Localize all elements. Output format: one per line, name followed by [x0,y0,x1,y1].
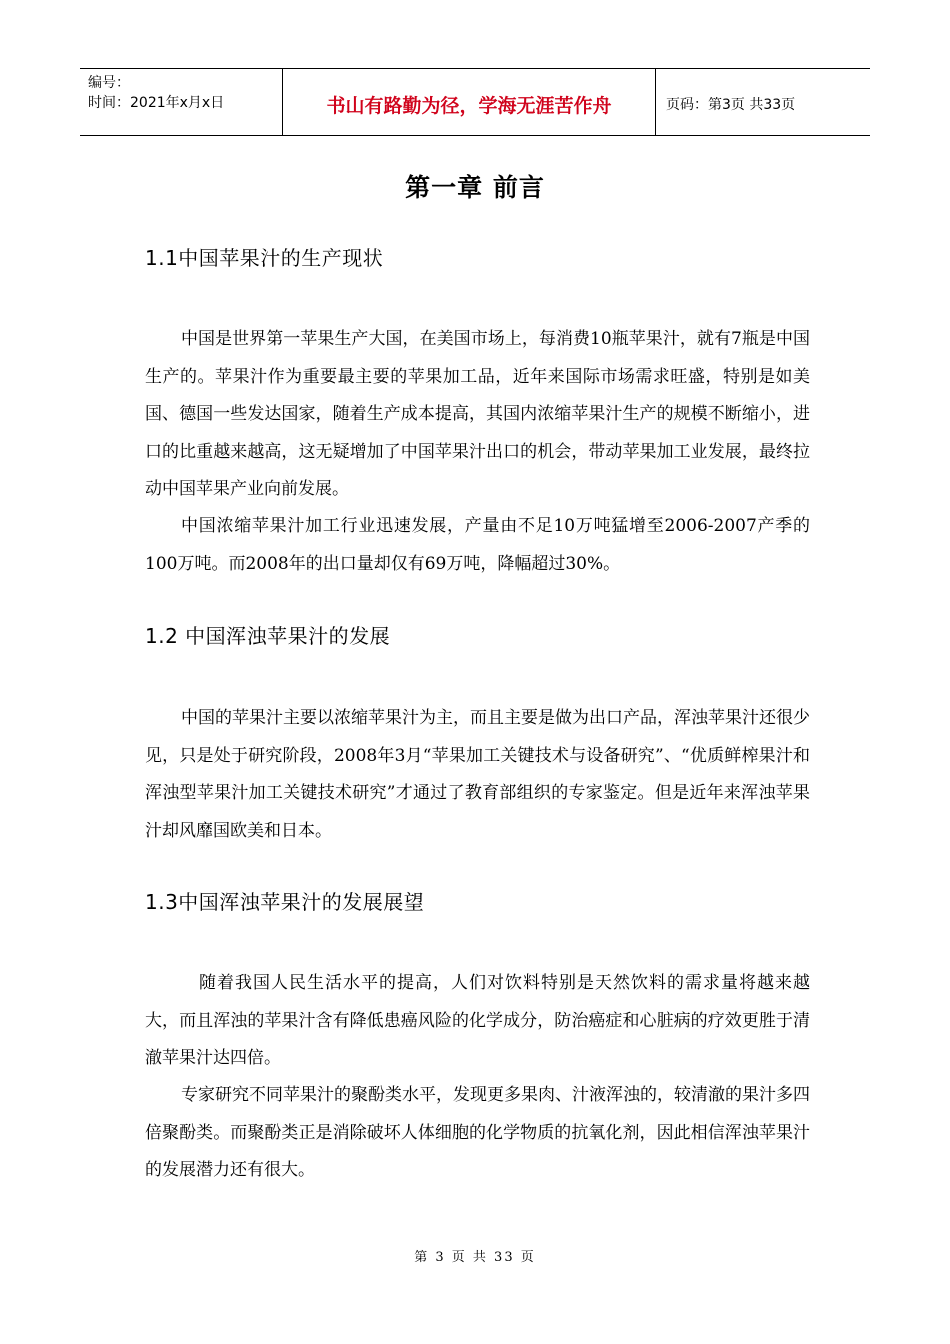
section-heading-1-2: 1.2 中国浑浊苹果汁的发展 [145,624,391,648]
paragraph: 中国是世界第一苹果生产大国，在美国市场上，每消费10瓶苹果汁，就有7瓶是中国生产的。苹果汁作为重要最主要的苹果加工品，近年来国际市场需求旺盛，特别是如美国、德国一些发达国家，随着生产成本提高，其国内浓缩苹果汁生产的规模不断缩小，进口的比重越来越高，这无疑增加了中国苹果汁出口的机会，带动苹果加工业发展，最终拉动中国苹果产业向前发展。 [145,329,810,499]
paragraph: 随着我国人民生活水平的提高，人们对饮料特别是天然饮料的需求量将越来越大，而且浑浊的苹果汁含有降低患癌风险的化学成分，防治癌症和心脏病的疗效更胜于清澈苹果汁达四倍。 [145,973,810,1068]
header-left-cell [80,69,282,135]
document-header [80,68,870,136]
section-heading-1-1: 1.1中国苹果汁的生产现状 [145,246,384,270]
section-heading-1-3: 1.3中国浑浊苹果汁的发展展望 [145,890,425,914]
paragraph: 中国浓缩苹果汁加工行业迅速发展，产量由不足10万吨猛增至2006-2007产季的100万吨。而2008年的出口量却仅有69万吨，降幅超过30%。 [145,516,810,574]
serial-number-label: 编号： [88,75,130,91]
chapter-title: 第一章 前言 [405,173,545,202]
page-footer: 第 3 页 共 33 页 [414,1250,536,1265]
paragraph: 中国的苹果汁主要以浓缩苹果汁为主，而且主要是做为出口产品，浑浊苹果汁还很少见，只是处于研究阶段，2008年3月“苹果加工关键技术与设备研究”、“优质鲜榨果汁和浑浊型苹果汁加工关键技术研究”才通过了教育部组织的专家鉴定。但是近年来浑浊苹果汁却风靡国欧美和日本。 [145,708,810,841]
header-page-info: 页码：第3页 共33页 [666,97,796,113]
date-label: 时间：2021年x月x日 [88,95,225,111]
paragraph: 专家研究不同苹果汁的聚酚类水平，发现更多果肉、汁液浑浊的，较清澈的果汁多四倍聚酚类。而聚酚类正是消除破坏人体细胞的化学物质的抗氧化剂，因此相信浑浊苹果汁的发展潜力还有很大。 [145,1085,810,1180]
header-motto: 书山有路勤为径，学海无涯苦作舟 [282,69,656,135]
